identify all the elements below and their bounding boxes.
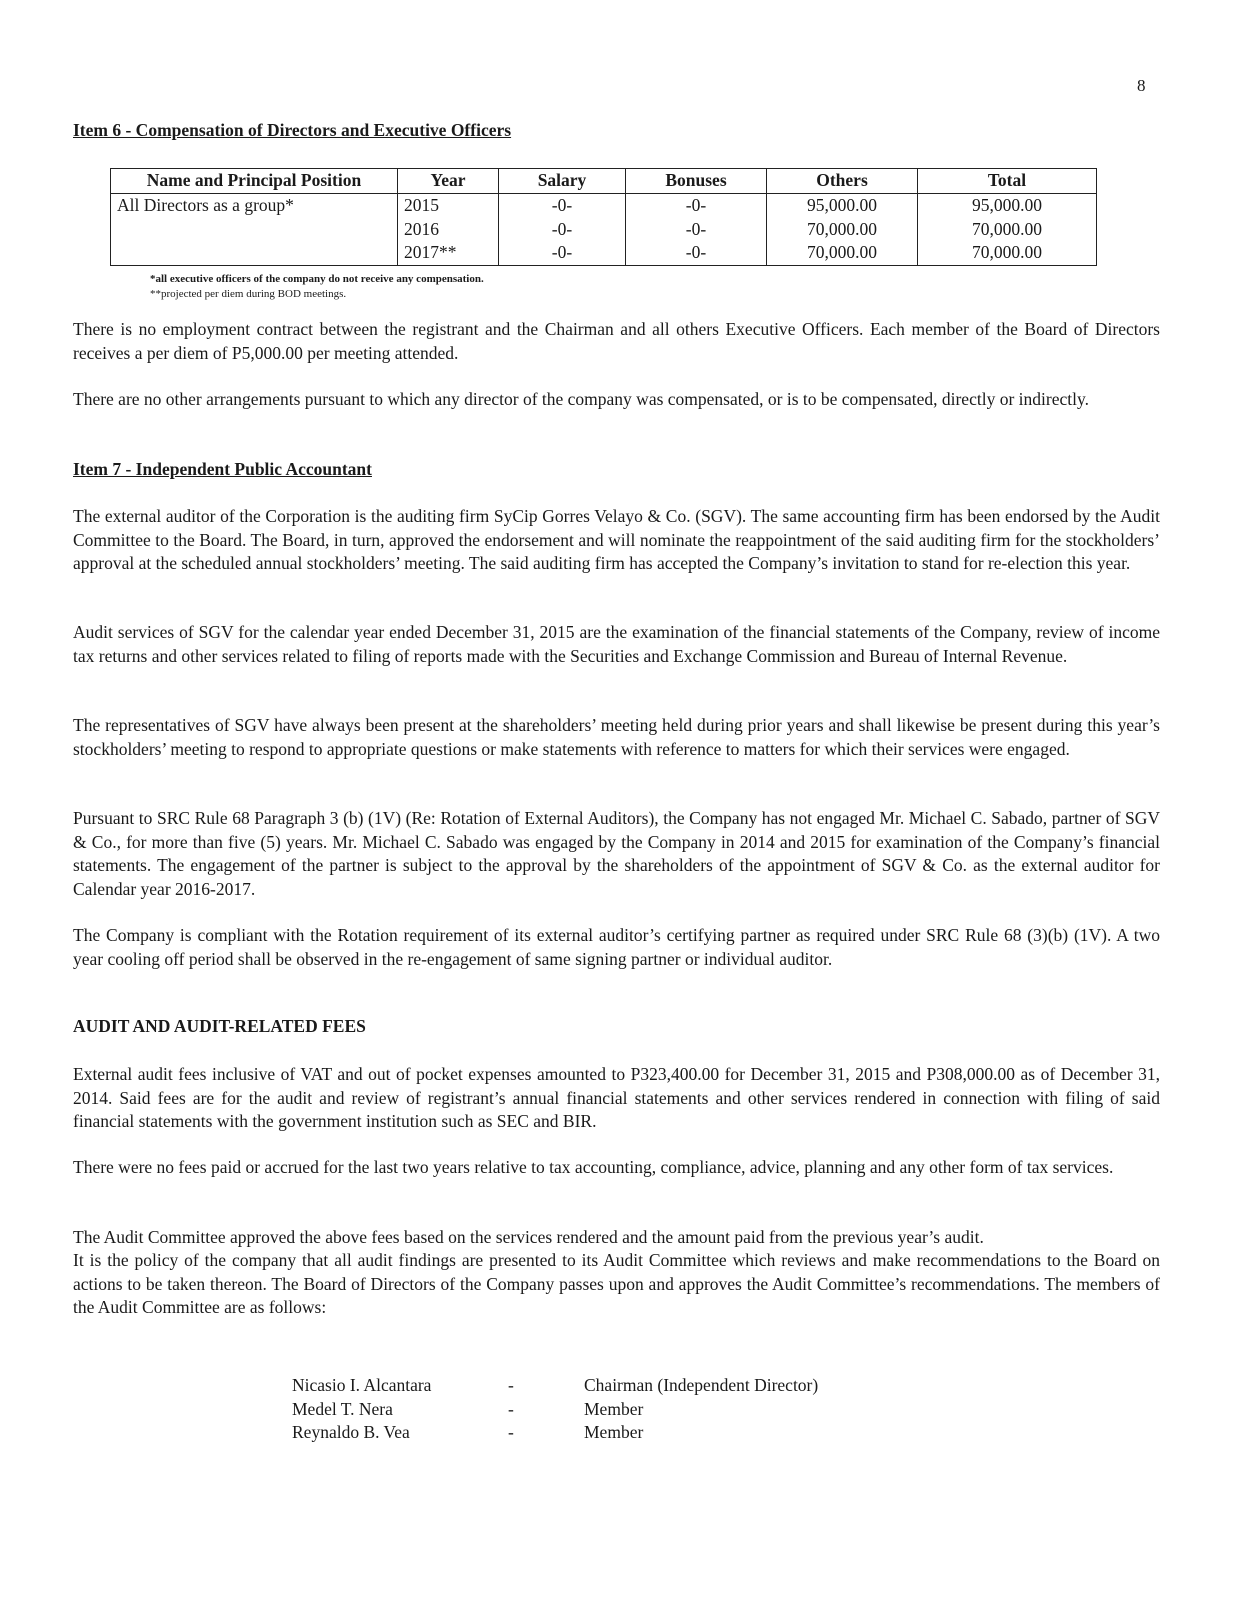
fees-paragraph-approval: The Audit Committee approved the above fees based on the services rendered and the amount paid from the previous year’s audit. <box>73 1227 984 1247</box>
item7-paragraph-auditor: The external auditor of the Corporation is the auditing firm SyCip Gorres Velayo & Co. (SGV). The same accounting firm has been endorsed by the Audit Committee to the Board. The Board, in turn, approved the endorsement and will nominate the reappointment of the said auditing firm for the stockholders’ approval at the scheduled annual stockholders’ meeting. The said auditing firm has accepted the Company’s invitation to stand for re-election this year. <box>73 506 1160 573</box>
list-item <box>292 1398 818 1422</box>
item7-paragraph-compliance: The Company is compliant with the Rotation requirement of its external auditor’s certifying partner as required under SRC Rule 68 (3)(b) (1V). A two year cooling off period shall be observed in the re-engagement of same signing partner or individual auditor. <box>73 925 1160 969</box>
cell-name <box>111 241 398 265</box>
audit-fees-heading: AUDIT AND AUDIT-RELATED FEES <box>73 1016 366 1036</box>
member-role: Member <box>584 1422 644 1442</box>
item6-paragraph-contract: There is no employment contract between the registrant and the Chairman and all others Executive Officers. Each member of the Board of Directors receives a per diem of P5,000.00 per meeting attended. <box>73 319 1160 363</box>
cell-bonuses: -0- <box>626 218 767 242</box>
item7-heading: Item 7 - Independent Public Accountant <box>73 459 372 479</box>
member-name: Nicasio I. Alcantara <box>292 1375 432 1395</box>
cell-total: 70,000.00 <box>918 218 1097 242</box>
cell-name: All Directors as a group* <box>111 194 398 218</box>
compensation-table <box>110 168 1097 266</box>
member-role: Member <box>584 1398 644 1419</box>
item7-paragraph-rotation: Pursuant to SRC Rule 68 Paragraph 3 (b) (1V) (Re: Rotation of External Auditors), the Company has not engaged Mr. Michael C. Sabado, partner of SGV & Co., for more than five (5) years. Mr. Michael C. Sabado was engaged by the Company in 2014 and 2015 for examination of the Company’s financial statements. The engagement of the partner is subject to the approval by the shareholders of the appointment of SGV & Co. as the external auditor for Calendar year 2016-2017. <box>73 808 1160 899</box>
table-row <box>111 218 1097 242</box>
cell-salary: -0- <box>499 218 626 242</box>
item6-heading: Item 6 - Compensation of Directors and Executive Officers <box>73 120 512 140</box>
table-row <box>111 241 1097 265</box>
cell-name <box>111 218 398 242</box>
item7-paragraph-representatives: The representatives of SGV have always been present at the shareholders’ meeting held during prior years and shall likewise be present during this year’s stockholders’ meeting to respond to appropriate questions or make statements with reference to matters for which their services were engaged. <box>73 715 1160 759</box>
member-dash: - <box>508 1422 514 1442</box>
cell-year: 2016 <box>398 218 499 242</box>
list-item <box>292 1374 818 1398</box>
cell-others: 70,000.00 <box>767 241 918 265</box>
table-footnotes <box>150 272 484 302</box>
cell-total: 70,000.00 <box>918 241 1097 265</box>
cell-bonuses: -0- <box>626 194 767 218</box>
col-header-year: Year <box>398 169 499 194</box>
cell-bonuses: -0- <box>626 241 767 265</box>
fees-paragraph-policy: It is the policy of the company that all audit findings are presented to its Audit Committee which reviews and make recommendations to the Board on actions to be taken thereon. The Board of Directors of the Company passes upon and approves the Audit Committee’s recommendations. The members of the Audit Committee are as follows: <box>73 1250 1160 1317</box>
col-header-name: Name and Principal Position <box>111 169 398 194</box>
cell-salary: -0- <box>499 241 626 265</box>
cell-total: 95,000.00 <box>918 194 1097 218</box>
member-role: Chairman (Independent Director) <box>584 1375 819 1395</box>
audit-committee-members <box>292 1374 818 1445</box>
fees-paragraph-tax-services: There were no fees paid or accrued for the last two years relative to tax accounting, compliance, advice, planning and any other form of tax services. <box>73 1157 1114 1177</box>
member-dash: - <box>508 1398 514 1419</box>
col-header-total: Total <box>918 169 1097 194</box>
cell-others: 95,000.00 <box>767 194 918 218</box>
col-header-salary: Salary <box>499 169 626 194</box>
item6-paragraph-arrangements: There are no other arrangements pursuant to which any director of the company was compensated, or is to be compensated, directly or indirectly. <box>73 389 1089 409</box>
cell-year: 2017** <box>398 241 499 265</box>
cell-others: 70,000.00 <box>767 218 918 242</box>
member-name: Reynaldo B. Vea <box>292 1422 410 1442</box>
item7-paragraph-services: Audit services of SGV for the calendar year ended December 31, 2015 are the examination of the financial statements of the Company, review of income tax returns and other services related to filing of reports made with the Securities and Exchange Commission and Bureau of Internal Revenue. <box>73 622 1160 666</box>
table-row <box>111 194 1097 218</box>
cell-year: 2015 <box>398 194 499 218</box>
page-number: 8 <box>1137 76 1146 95</box>
footnote-projected-per-diem: **projected per diem during BOD meetings. <box>150 288 347 300</box>
member-name: Medel T. Nera <box>292 1398 393 1419</box>
col-header-bonuses: Bonuses <box>626 169 767 194</box>
member-dash: - <box>508 1375 514 1395</box>
table-header-row <box>111 169 1097 194</box>
col-header-others: Others <box>767 169 918 194</box>
list-item <box>292 1421 818 1445</box>
cell-salary: -0- <box>499 194 626 218</box>
footnote-executive-officers: *all executive officers of the company do not receive any compensation. <box>150 273 484 285</box>
fees-paragraph-amounts: External audit fees inclusive of VAT and out of pocket expenses amounted to P323,400.00 for December 31, 2015 and P308,000.00 as of December 31, 2014. Said fees are for the audit and review of registrant’s annual financial statements and other services rendered in connection with filing of said financial statements with the government institution such as SEC and BIR. <box>73 1064 1160 1131</box>
